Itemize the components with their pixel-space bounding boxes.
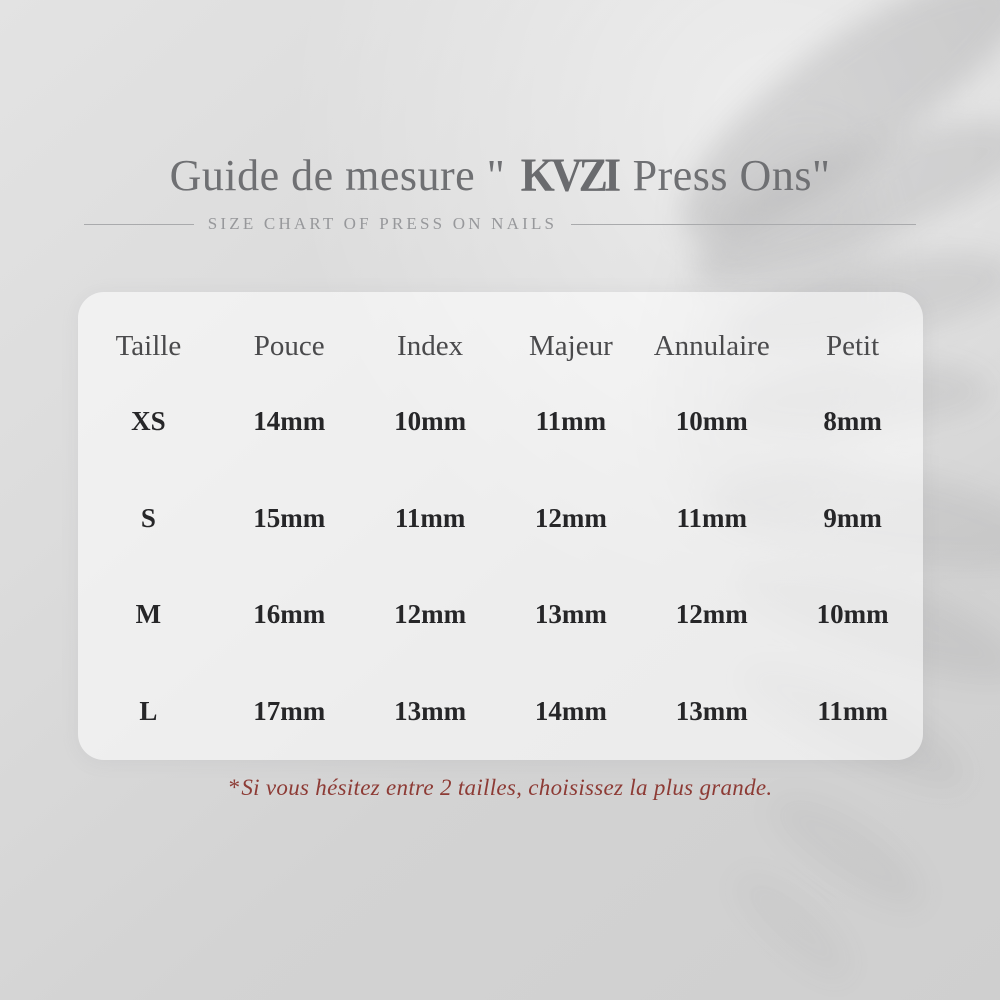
cell-pouce: 16mm — [253, 599, 326, 630]
table-row — [78, 567, 923, 664]
size-chart-table — [78, 292, 923, 760]
cell-annulaire: 12mm — [675, 599, 748, 630]
cell-index: 11mm — [394, 502, 466, 533]
cell-petit: 10mm — [816, 599, 889, 630]
table-row — [78, 470, 923, 567]
cell-pouce: 17mm — [253, 696, 326, 727]
divider-right — [571, 224, 916, 225]
cell-size: S — [140, 502, 156, 533]
column-header-pouce: Pouce — [253, 330, 325, 362]
subtitle-row — [0, 214, 1000, 234]
column-header-annulaire: Annulaire — [653, 330, 770, 362]
cell-majeur: 13mm — [534, 599, 607, 630]
cell-petit: 11mm — [817, 696, 888, 727]
footnote — [0, 775, 1000, 801]
cell-majeur: 14mm — [534, 696, 607, 727]
cell-size: M — [135, 599, 162, 630]
cell-petit: 9mm — [823, 502, 882, 533]
header — [0, 148, 1000, 234]
page-subtitle: SIZE CHART OF PRESS ON NAILS — [207, 214, 558, 234]
cell-index: 12mm — [394, 599, 467, 630]
table-row — [78, 373, 923, 470]
column-header-index: Index — [397, 330, 464, 362]
column-header-taille: Taille — [115, 330, 182, 362]
cell-size: XS — [131, 405, 166, 436]
title-suffix: Press Ons" — [621, 151, 831, 200]
cell-annulaire: 13mm — [675, 696, 748, 727]
cell-index: 10mm — [394, 405, 467, 436]
footnote-text: Si vous hésitez entre 2 tailles, choisissez la plus grande. — [241, 775, 773, 800]
column-header-majeur: Majeur — [529, 330, 613, 362]
divider-left — [84, 224, 194, 225]
cell-pouce: 14mm — [253, 405, 326, 436]
page-title — [0, 148, 1000, 202]
brand-logo-text: KVZI — [520, 148, 618, 202]
size-chart-card — [78, 292, 923, 760]
title-prefix: Guide de mesure " — [169, 151, 517, 200]
cell-majeur: 12mm — [534, 502, 607, 533]
cell-pouce: 15mm — [253, 502, 326, 533]
table-row — [78, 663, 923, 760]
cell-annulaire: 10mm — [675, 405, 748, 436]
column-header-petit: Petit — [825, 330, 880, 362]
cell-majeur: 11mm — [535, 405, 607, 436]
footnote-asterisk: * — [227, 775, 240, 800]
cell-size: L — [139, 696, 158, 727]
cell-annulaire: 11mm — [676, 502, 747, 533]
table-header-row — [78, 292, 923, 373]
cell-index: 13mm — [394, 696, 467, 727]
cell-petit: 8mm — [823, 405, 882, 436]
